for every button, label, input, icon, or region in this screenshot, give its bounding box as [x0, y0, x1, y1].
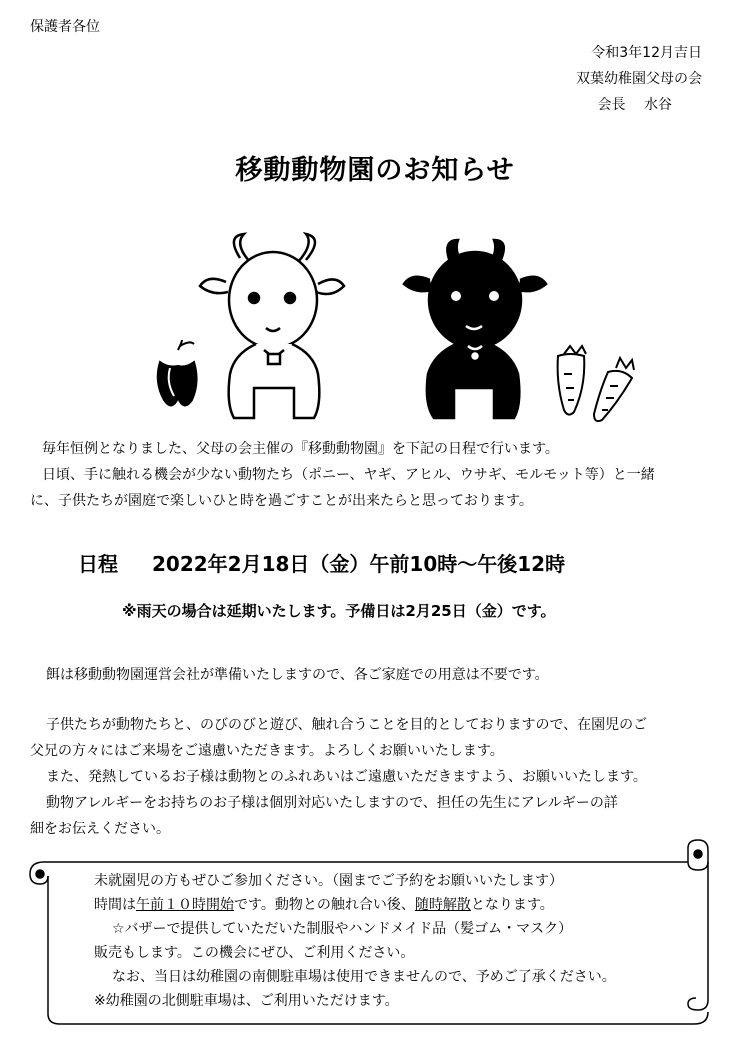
notice-line-6: ※幼稚園の北側駐車場は、ご利用いただけます。 — [94, 993, 399, 1009]
intro-line-2: 日頃、手に触れる機会が少ない動物たち（ポニー、ヤギ、アヒル、ウサギ、モルモット等）と一緒 — [42, 467, 655, 483]
issue-date: 令和3年12月吉日 — [591, 45, 702, 61]
notice-line-1: 未就園児の方もぜひご参加ください。（園までご予約をお願いいたします） — [94, 873, 563, 889]
apple-core-icon — [158, 340, 197, 406]
notice-time-post: となります。 — [470, 897, 554, 913]
notice-time-mid: です。動物との触れ合い後、 — [234, 897, 415, 913]
purpose-line-2: 父兄の方々にはご来場をご遠慮いただきます。よろしくお願いいたします。 — [30, 743, 504, 759]
allergy-line-2: 細をお伝えください。 — [30, 821, 170, 837]
notice-dismissal: 随時解散 — [414, 897, 471, 913]
notice-line-2 — [94, 896, 554, 914]
schedule-datetime: 2022年2月18日（金）午前10時～午後12時 — [152, 552, 566, 576]
schedule — [78, 552, 565, 576]
white-goat-icon — [200, 234, 344, 418]
purpose-line-1: 子供たちが動物たちと、のびのびと遊び、触れ合うことを目的としておりますので、在園児のご — [46, 717, 648, 733]
goat-illustration — [130, 228, 650, 426]
black-goat-icon — [404, 240, 546, 418]
notice-line-4: 販売もします。この機会にぜひ、ご利用ください。 — [94, 945, 415, 961]
feed-notice: 餌は移動動物園運営会社が準備いたしますので、各ご家庭での用意は不要です。 — [46, 667, 549, 683]
notice-time-pre: 時間は — [94, 897, 136, 913]
notice-line-5: なお、当日は幼稚園の南側駐車場は使用できませんので、予めご了承ください。 — [112, 969, 616, 985]
page-title: 移動動物園のお知らせ — [235, 155, 515, 186]
allergy-line-1: 動物アレルギーをお持ちのお子様は個別対応いたしますので、担任の先生にアレルギーの詳 — [46, 795, 618, 811]
notice-start-time: 午前１０時開始 — [136, 897, 234, 913]
president: 会長 水谷 — [597, 97, 672, 113]
rain-note: ※雨天の場合は延期いたします。予備日は2月25日（金）です。 — [122, 602, 556, 620]
intro-line-1: 毎年恒例となりました、父母の会主催の『移動動物園』を下記の日程で行います。 — [42, 441, 559, 457]
schedule-label: 日程 — [78, 552, 118, 576]
organization: 双葉幼稚園父母の会 — [576, 71, 702, 87]
carrot-icon — [558, 346, 634, 421]
intro-line-3: に、子供たちが園庭で楽しいひと時を過ごすことが出来たらと思っております。 — [30, 493, 533, 509]
fever-notice: また、発熱しているお子様は動物とのふれあいはご遠慮いただきますよう、お願いいたします。 — [46, 769, 647, 785]
recipient: 保護者各位 — [30, 19, 100, 35]
notice-line-3: ☆バザーで提供していただいた制服やハンドメイド品（髪ゴム・マスク） — [112, 921, 573, 937]
